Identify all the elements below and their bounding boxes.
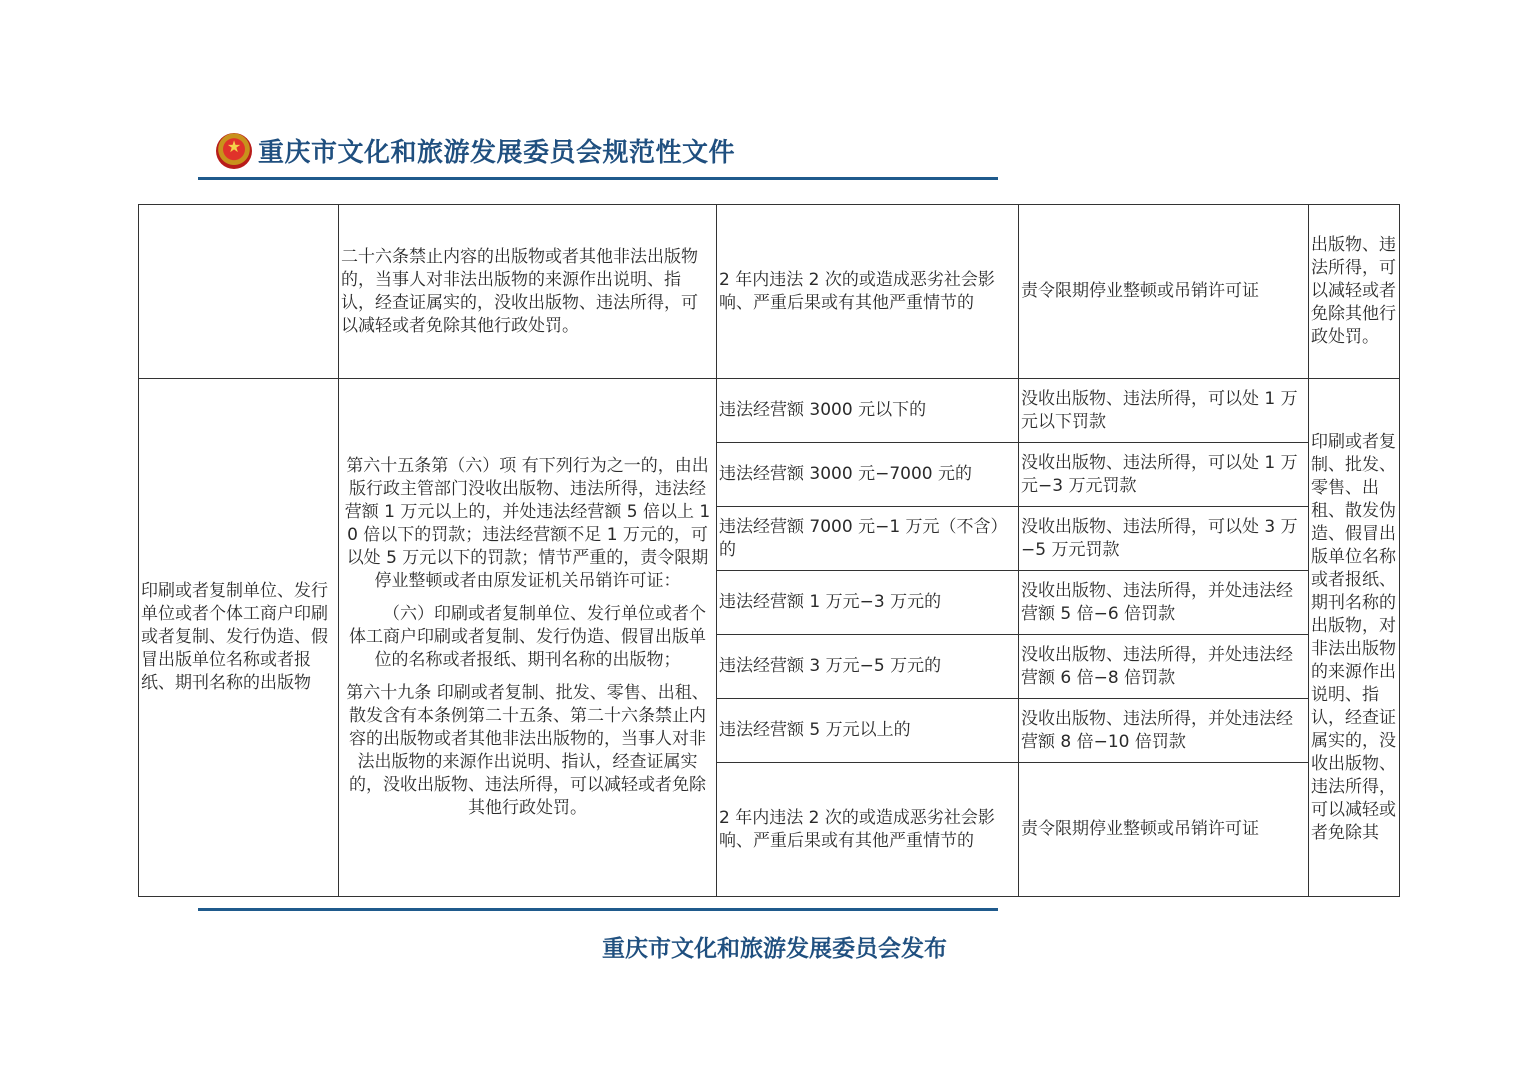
circumstance-cell: 2 年内违法 2 次的或造成恶劣社会影响、严重后果或有其他严重情节的 <box>717 763 1019 897</box>
header-rule <box>198 177 998 180</box>
penalty-cell: 没收出版物、违法所得，并处违法经营额 8 倍−10 倍罚款 <box>1019 699 1309 763</box>
penalty-cell: 没收出版物、违法所得，并处违法经营额 5 倍−6 倍罚款 <box>1019 571 1309 635</box>
penalty-cell: 没收出版物、违法所得，并处违法经营额 6 倍−8 倍罚款 <box>1019 635 1309 699</box>
subject-cell: 印刷或者复制单位、发行单位或者个体工商户印刷或者复制、发行伪造、假冒出版单位名称或者报纸、期刊名称的出版物 <box>139 379 339 897</box>
penalty-cell: 没收出版物、违法所得，可以处 1 万元以下罚款 <box>1019 379 1309 443</box>
footer-publisher: 重庆市文化和旅游发展委员会发布 <box>602 935 947 962</box>
penalty-cell: 责令限期停业整顿或吊销许可证 <box>1019 763 1309 897</box>
penalty-cell: 没收出版物、违法所得，可以处 1 万元−3 万元罚款 <box>1019 443 1309 507</box>
penalty-cell: 没收出版物、违法所得，可以处 3 万−5 万元罚款 <box>1019 507 1309 571</box>
basis-paragraph: 第六十九条 印刷或者复制、批发、零售、出租、散发含有本条例第二十五条、第二十六条禁止内容的出版物或者其他非法出版物的，当事人对非法出版物的来源作出说明、指认，经查证属实的，没收出版物、违法所得，可以减轻或者免除其他行政处罚。 <box>346 683 709 818</box>
circumstance-cell: 2 年内违法 2 次的或造成恶劣社会影响、严重后果或有其他严重情节的 <box>717 205 1019 379</box>
basis-cell <box>339 379 717 897</box>
subject-cell <box>139 205 339 379</box>
penalty-cell: 责令限期停业整顿或吊销许可证 <box>1019 205 1309 379</box>
basis-cell: 二十六条禁止内容的出版物或者其他非法出版物的，当事人对非法出版物的来源作出说明、指认，经查证属实的，没收出版物、违法所得，可以减轻或者免除其他行政处罚。 <box>339 205 717 379</box>
footer-rule <box>198 908 998 911</box>
circumstance-cell: 违法经营额 3000 元以下的 <box>717 379 1019 443</box>
national-emblem-icon <box>216 133 252 169</box>
basis-paragraph: 第六十五条第（六）项 有下列行为之一的，由出版行政主管部门没收出版物、违法所得，违法经营额 1 万元以上的，并处违法经营额 5 倍以上 10 倍以下的罚款；违法经营额不足 1 万元的，可以处 5 万元以下的罚款；情节严重的，责令限期停业整顿或者由原发证机关吊销许可证： <box>344 456 711 591</box>
document-header <box>216 132 735 169</box>
circumstance-cell: 违法经营额 1 万元−3 万元的 <box>717 571 1019 635</box>
circumstance-cell: 违法经营额 5 万元以上的 <box>717 699 1019 763</box>
note-cell: 出版物、违法所得，可以减轻或者免除其他行政处罚。 <box>1309 205 1400 379</box>
table-row <box>139 205 1400 379</box>
circumstance-cell: 违法经营额 7000 元−1 万元（不含）的 <box>717 507 1019 571</box>
circumstance-cell: 违法经营额 3000 元−7000 元的 <box>717 443 1019 507</box>
penalty-table <box>138 204 1400 897</box>
circumstance-cell: 违法经营额 3 万元−5 万元的 <box>717 635 1019 699</box>
table-row <box>139 379 1400 443</box>
header-title: 重庆市文化和旅游发展委员会规范性文件 <box>258 138 736 168</box>
note-cell: 印刷或者复制、批发、零售、出租、散发伪造、假冒出版单位名称或者报纸、期刊名称的出版物，对非法出版物的来源作出说明、指认，经查证属实的，没收出版物、违法所得，可以减轻或者免除其 <box>1309 379 1400 897</box>
basis-paragraph: （六）印刷或者复制单位、发行单位或者个体工商户印刷或者复制、发行伪造、假冒出版单位的名称或者报纸、期刊名称的出版物； <box>349 604 706 670</box>
